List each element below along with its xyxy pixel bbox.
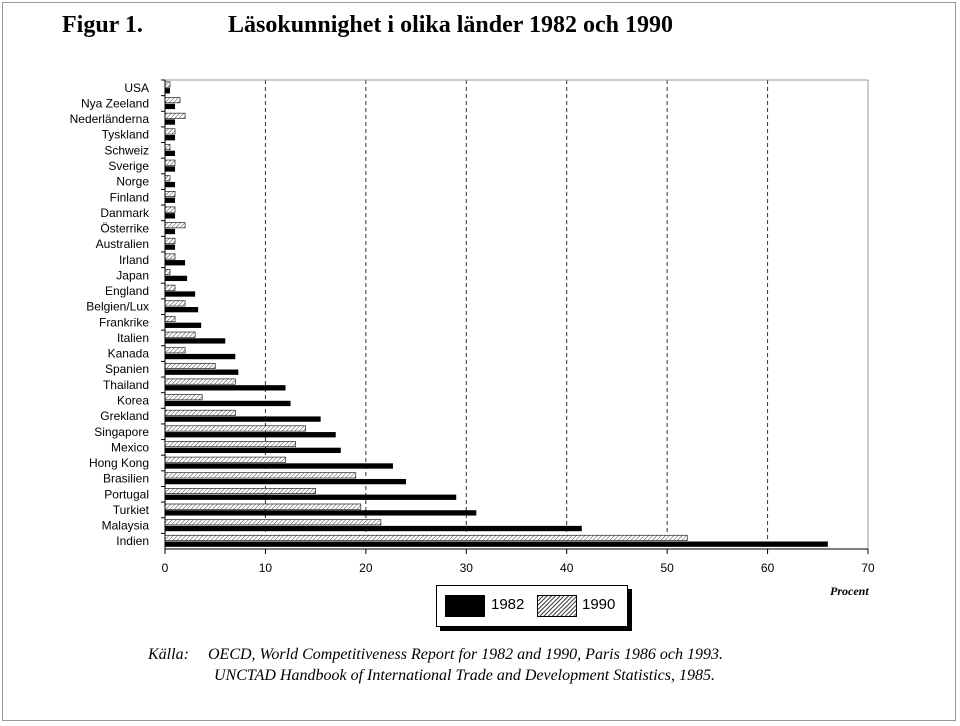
x-tick-label-50: 50 — [660, 561, 674, 575]
category-label: Mexico — [110, 440, 149, 455]
x-tick-label-0: 0 — [161, 561, 169, 575]
figure-title: Läsokunnighet i olika länder 1982 och 1990 — [228, 12, 673, 38]
category-label: Malaysia — [101, 518, 149, 533]
bar-1990 — [165, 113, 185, 118]
x-tick-label-20: 20 — [359, 561, 373, 575]
category-label: Belgien/Lux — [86, 299, 149, 314]
category-label: Brasilien — [102, 471, 149, 486]
category-label: Schweiz — [104, 143, 149, 158]
unit-label: Procent — [830, 584, 869, 598]
bar-1982 — [165, 463, 393, 468]
bar-1982 — [165, 166, 175, 171]
bar-1982 — [165, 541, 828, 546]
category-label: Indien — [116, 534, 149, 549]
bar-1982 — [165, 432, 336, 437]
legend-label-1990: 1990 — [582, 596, 616, 613]
bar-1982 — [165, 135, 175, 140]
category-label: Kanada — [107, 346, 149, 361]
category-label: Nederländerna — [69, 112, 149, 127]
bar-1990 — [165, 348, 185, 353]
bar-1982 — [165, 448, 341, 453]
bar-1990 — [165, 457, 286, 462]
x-tick-label-40: 40 — [560, 561, 574, 575]
bar-1982 — [165, 88, 170, 93]
bar-1990 — [165, 535, 687, 540]
source-note — [148, 644, 723, 686]
category-label: Irland — [118, 252, 149, 267]
bar-1990 — [165, 426, 306, 431]
category-label: Finland — [109, 190, 149, 205]
bar-1990 — [165, 395, 202, 400]
bar-1982 — [165, 479, 406, 484]
bar-1982 — [165, 416, 321, 421]
bar-1990 — [165, 160, 175, 165]
bar-1982 — [165, 291, 195, 296]
bar-1990 — [165, 82, 170, 87]
bar-1990 — [165, 441, 296, 446]
x-tick-label-30: 30 — [459, 561, 473, 575]
category-label: Portugal — [104, 487, 149, 502]
bar-1982 — [165, 276, 187, 281]
source-line-2: UNCTAD Handbook of International Trade and Development Statistics, 1985. — [214, 667, 716, 684]
x-tick-label-60: 60 — [760, 561, 775, 575]
bar-1982 — [165, 229, 175, 234]
legend-swatch-1990 — [537, 595, 577, 617]
bar-1990 — [165, 316, 175, 321]
category-label: Hong Kong — [88, 456, 149, 471]
category-label: Danmark — [100, 205, 149, 220]
bar-1982 — [165, 119, 175, 124]
bar-1982 — [165, 526, 582, 531]
bar-1982 — [165, 338, 225, 343]
bar-1982 — [165, 104, 175, 109]
category-label: Österrike — [100, 221, 149, 236]
category-label: Norge — [116, 174, 149, 189]
category-label: England — [104, 284, 149, 299]
category-label: Japan — [116, 268, 149, 283]
category-label: Grekland — [100, 409, 149, 424]
category-label: USA — [124, 80, 149, 95]
bar-1982 — [165, 354, 235, 359]
legend — [436, 585, 628, 627]
bar-1990 — [165, 379, 235, 384]
bar-1982 — [165, 370, 238, 375]
bar-1990 — [165, 254, 175, 259]
bar-1982 — [165, 198, 175, 203]
category-label: Australien — [95, 237, 149, 252]
bar-1990 — [165, 207, 175, 212]
bar-1982 — [165, 244, 175, 249]
x-tick-label-10: 10 — [258, 561, 273, 575]
category-label: Thailand — [102, 377, 149, 392]
category-label: Frankrike — [98, 315, 149, 330]
bar-1990 — [165, 238, 175, 243]
category-label: Nya Zeeland — [80, 96, 149, 111]
bar-1982 — [165, 307, 198, 312]
bar-1982 — [165, 260, 185, 265]
bar-1990 — [165, 191, 175, 196]
bar-1982 — [165, 213, 175, 218]
figure-label: Figur 1. — [62, 12, 143, 38]
bar-1990 — [165, 504, 361, 509]
bar-1990 — [165, 269, 170, 274]
source-label: Källa: — [148, 646, 189, 663]
bar-1990 — [165, 520, 381, 525]
bar-1990 — [165, 332, 195, 337]
legend-label-1982: 1982 — [491, 596, 525, 613]
category-label: Spanien — [104, 362, 149, 377]
bar-1990 — [165, 223, 185, 228]
bar-1990 — [165, 98, 180, 103]
bar-1982 — [165, 385, 286, 390]
bar-1990 — [165, 144, 170, 149]
category-label: Tyskland — [101, 127, 149, 142]
bar-1982 — [165, 401, 291, 406]
bar-1982 — [165, 495, 456, 500]
x-tick-label-70: 70 — [861, 561, 875, 575]
source-line-1: OECD, World Competitiveness Report for 1982 and 1990, Paris 1986 och 1993. — [208, 646, 723, 663]
bar-1990 — [165, 488, 316, 493]
category-label: Turkiet — [112, 502, 149, 517]
bar-1990 — [165, 176, 170, 181]
category-label: Singapore — [94, 424, 149, 439]
bar-1990 — [165, 301, 185, 306]
bar-1990 — [165, 285, 175, 290]
bar-1990 — [165, 410, 235, 415]
category-label: Italien — [116, 330, 149, 345]
bar-1990 — [165, 129, 175, 134]
bar-1982 — [165, 151, 175, 156]
bar-1982 — [165, 510, 476, 515]
bar-1982 — [165, 323, 201, 328]
bar-1990 — [165, 473, 356, 478]
bar-1982 — [165, 182, 175, 187]
category-label: Sverige — [108, 158, 149, 173]
category-label: Korea — [116, 393, 149, 408]
bar-1990 — [165, 363, 215, 368]
legend-swatch-1982 — [445, 595, 485, 617]
